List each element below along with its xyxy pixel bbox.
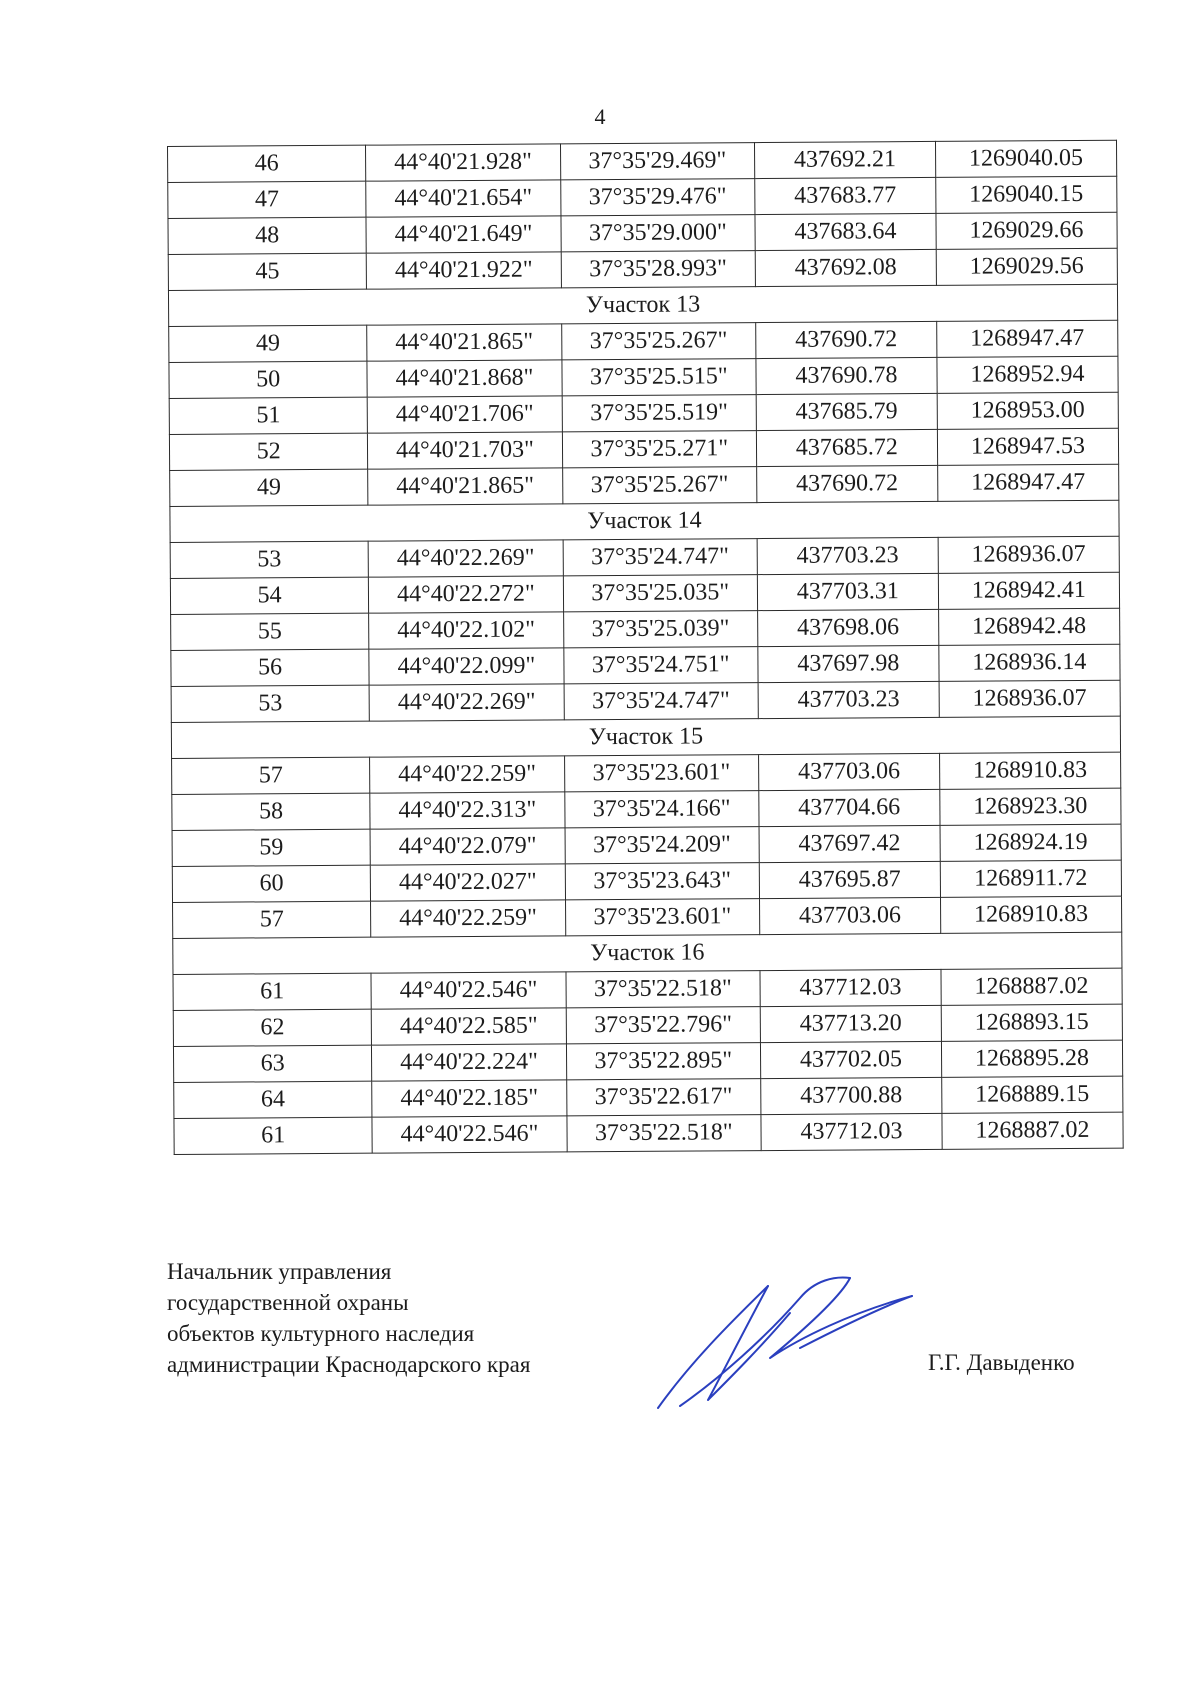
longitude-cell: 37°35'22.895" (566, 1043, 761, 1080)
page-number: 4 (594, 104, 606, 129)
longitude-cell: 37°35'25.267" (562, 467, 757, 504)
y-coordinate-cell: 1268947.47 (937, 464, 1118, 501)
longitude-cell: 37°35'22.617" (566, 1079, 761, 1116)
y-coordinate-cell: 1268947.47 (937, 320, 1118, 357)
point-number-cell: 50 (169, 361, 368, 398)
longitude-cell: 37°35'29.476" (560, 179, 755, 216)
x-coordinate-cell: 437703.23 (757, 537, 938, 574)
latitude-cell: 44°40'22.272" (369, 576, 564, 613)
point-number-cell: 52 (169, 433, 368, 470)
x-coordinate-cell: 437703.06 (758, 753, 939, 790)
signer-position (167, 1256, 530, 1380)
x-coordinate-cell: 437692.21 (754, 141, 935, 178)
y-coordinate-cell: 1268889.15 (942, 1076, 1123, 1113)
y-coordinate-cell: 1268942.41 (938, 572, 1119, 609)
point-number-cell: 61 (174, 1117, 373, 1154)
y-coordinate-cell: 1268936.07 (938, 536, 1119, 573)
longitude-cell: 37°35'25.515" (562, 359, 757, 396)
position-line: администрации Краснодарского края (167, 1352, 531, 1377)
y-coordinate-cell: 1268942.48 (938, 608, 1119, 645)
latitude-cell: 44°40'21.654" (366, 180, 561, 217)
section-label: Участок 16 (173, 932, 1122, 974)
point-number-cell: 61 (173, 973, 372, 1010)
point-number-cell: 62 (173, 1009, 372, 1046)
x-coordinate-cell: 437690.72 (757, 465, 938, 502)
position-line: объектов культурного наследия (167, 1321, 475, 1346)
point-number-cell: 56 (171, 649, 370, 686)
point-number-cell: 57 (172, 757, 371, 794)
latitude-cell: 44°40'22.099" (369, 648, 564, 685)
table-row (172, 752, 1121, 794)
longitude-cell: 37°35'25.039" (563, 611, 758, 648)
latitude-cell: 44°40'22.102" (369, 612, 564, 649)
latitude-cell: 44°40'22.585" (372, 1008, 567, 1045)
x-coordinate-cell: 437703.23 (758, 681, 939, 718)
longitude-cell: 37°35'22.796" (566, 1007, 761, 1044)
table-row (174, 1112, 1123, 1154)
y-coordinate-cell: 1268887.02 (941, 968, 1122, 1005)
section-label: Участок 13 (168, 284, 1117, 326)
x-coordinate-cell: 437692.08 (755, 249, 936, 286)
latitude-cell: 44°40'21.928" (366, 144, 561, 181)
x-coordinate-cell: 437712.03 (760, 969, 941, 1006)
latitude-cell: 44°40'21.922" (366, 252, 561, 289)
longitude-cell: 37°35'24.747" (563, 539, 758, 576)
latitude-cell: 44°40'22.224" (372, 1044, 567, 1081)
point-number-cell: 58 (172, 793, 371, 830)
longitude-cell: 37°35'23.601" (565, 899, 760, 936)
x-coordinate-cell: 437702.05 (760, 1041, 941, 1078)
y-coordinate-cell: 1269029.66 (936, 212, 1117, 249)
y-coordinate-cell: 1268893.15 (941, 1004, 1122, 1041)
latitude-cell: 44°40'22.079" (370, 828, 565, 865)
longitude-cell: 37°35'25.519" (562, 395, 757, 432)
point-number-cell: 63 (173, 1045, 372, 1082)
section-header-row (171, 716, 1120, 758)
x-coordinate-cell: 437698.06 (758, 609, 939, 646)
x-coordinate-cell: 437695.87 (759, 861, 940, 898)
longitude-cell: 37°35'23.601" (564, 755, 759, 792)
longitude-cell: 37°35'23.643" (565, 863, 760, 900)
y-coordinate-cell: 1268895.28 (941, 1040, 1122, 1077)
longitude-cell: 37°35'22.518" (567, 1115, 762, 1152)
x-coordinate-cell: 437697.98 (758, 645, 939, 682)
x-coordinate-cell: 437697.42 (759, 825, 940, 862)
y-coordinate-cell: 1268936.07 (939, 680, 1120, 717)
longitude-cell: 37°35'25.271" (562, 431, 757, 468)
point-number-cell: 59 (172, 829, 371, 866)
longitude-cell: 37°35'29.000" (561, 215, 756, 252)
x-coordinate-cell: 437685.79 (756, 393, 937, 430)
point-number-cell: 48 (168, 217, 367, 254)
point-number-cell: 54 (170, 577, 369, 614)
handwritten-signature (650, 1268, 920, 1418)
longitude-cell: 37°35'29.469" (560, 143, 755, 180)
section-label: Участок 15 (171, 716, 1120, 758)
point-number-cell: 45 (168, 253, 367, 290)
section-label: Участок 14 (170, 500, 1119, 542)
point-number-cell: 51 (169, 397, 368, 434)
point-number-cell: 60 (172, 865, 371, 902)
point-number-cell: 53 (171, 685, 370, 722)
longitude-cell: 37°35'25.267" (561, 323, 756, 360)
latitude-cell: 44°40'22.269" (368, 540, 563, 577)
x-coordinate-cell: 437683.77 (755, 177, 936, 214)
y-coordinate-cell: 1268947.53 (937, 428, 1118, 465)
signer-name: Г.Г. Давыденко (928, 1350, 1075, 1375)
point-number-cell: 46 (168, 145, 367, 182)
point-number-cell: 55 (171, 613, 370, 650)
y-coordinate-cell: 1269040.05 (935, 140, 1116, 177)
y-coordinate-cell: 1268953.00 (937, 392, 1118, 429)
y-coordinate-cell: 1268936.14 (939, 644, 1120, 681)
table-row (171, 680, 1120, 722)
x-coordinate-cell: 437690.78 (756, 357, 937, 394)
x-coordinate-cell: 437683.64 (755, 213, 936, 250)
latitude-cell: 44°40'22.313" (370, 792, 565, 829)
point-number-cell: 49 (169, 325, 368, 362)
x-coordinate-cell: 437703.06 (759, 897, 940, 934)
table-row (172, 788, 1121, 830)
longitude-cell: 37°35'22.518" (566, 971, 761, 1008)
y-coordinate-cell: 1268952.94 (937, 356, 1118, 393)
latitude-cell: 44°40'22.546" (371, 972, 566, 1009)
point-number-cell: 49 (170, 469, 369, 506)
longitude-cell: 37°35'28.993" (561, 251, 756, 288)
latitude-cell: 44°40'22.185" (372, 1080, 567, 1117)
latitude-cell: 44°40'21.649" (366, 216, 561, 253)
latitude-cell: 44°40'21.706" (367, 396, 562, 433)
y-coordinate-cell: 1268923.30 (940, 788, 1121, 825)
y-coordinate-cell: 1269029.56 (936, 248, 1117, 285)
x-coordinate-cell: 437704.66 (759, 789, 940, 826)
point-number-cell: 53 (170, 541, 369, 578)
latitude-cell: 44°40'21.865" (367, 324, 562, 361)
x-coordinate-cell: 437712.03 (761, 1113, 942, 1150)
latitude-cell: 44°40'22.259" (370, 756, 565, 793)
latitude-cell: 44°40'21.865" (368, 468, 563, 505)
y-coordinate-cell: 1268910.83 (940, 896, 1121, 933)
point-number-cell: 57 (173, 901, 372, 938)
x-coordinate-cell: 437685.72 (756, 429, 937, 466)
coordinates-table-body (168, 140, 1124, 1154)
y-coordinate-cell: 1268924.19 (940, 824, 1121, 861)
y-coordinate-cell: 1268887.02 (942, 1112, 1123, 1149)
coordinates-table (167, 140, 1124, 1155)
latitude-cell: 44°40'22.546" (372, 1116, 567, 1153)
latitude-cell: 44°40'22.269" (369, 684, 564, 721)
latitude-cell: 44°40'22.259" (371, 900, 566, 937)
x-coordinate-cell: 437703.31 (757, 573, 938, 610)
longitude-cell: 37°35'24.209" (565, 827, 760, 864)
position-line: государственной охраны (167, 1290, 409, 1315)
longitude-cell: 37°35'25.035" (563, 575, 758, 612)
x-coordinate-cell: 437690.72 (756, 321, 937, 358)
point-number-cell: 64 (174, 1081, 373, 1118)
latitude-cell: 44°40'21.868" (367, 360, 562, 397)
latitude-cell: 44°40'22.027" (371, 864, 566, 901)
y-coordinate-cell: 1268911.72 (940, 860, 1121, 897)
y-coordinate-cell: 1268910.83 (939, 752, 1120, 789)
point-number-cell: 47 (168, 181, 367, 218)
position-line: Начальник управления (167, 1259, 392, 1284)
y-coordinate-cell: 1269040.15 (936, 176, 1117, 213)
longitude-cell: 37°35'24.751" (563, 647, 758, 684)
longitude-cell: 37°35'24.747" (564, 683, 759, 720)
x-coordinate-cell: 437700.88 (761, 1077, 942, 1114)
longitude-cell: 37°35'24.166" (564, 791, 759, 828)
latitude-cell: 44°40'21.703" (368, 432, 563, 469)
x-coordinate-cell: 437713.20 (760, 1005, 941, 1042)
